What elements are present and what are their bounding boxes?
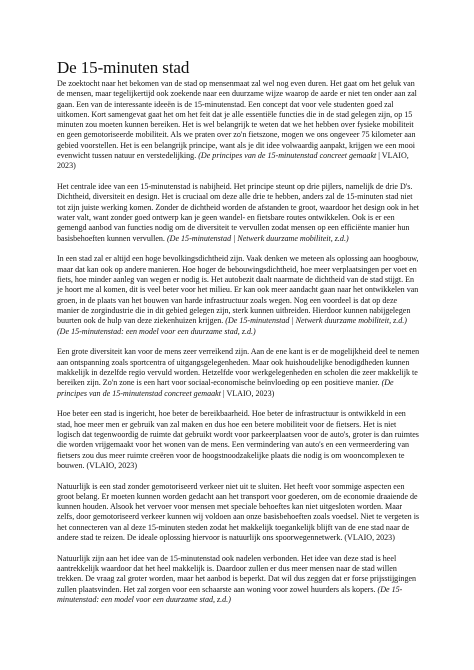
document-page xyxy=(57,58,421,616)
paragraph-text: Hoe beter een stad is ingericht, hoe beter de bereikbaarheid. Hoe beter de infrastructuur is ontwikkeld in een stad, hoe meer men er gebruik van zal maken en dus hoe een betere mobiliteit voor de fietsers. Het is niet logisch dat tegenwoordig de ruimte dat gebruikt wordt voor parkeerplaatsen voor de auto's, groter is dan ruimtes die worden vrijgemaakt voor het wonen van de mens. Een vermindering van auto's en een vermeerdering van fietsers zou dus meer ruimte creëren voor de hoogstnoodzakelijke plaats die nodig is om wooncomplexen te bouwen. xyxy=(57,409,419,470)
paragraph-text: Natuurlijk zijn aan het idee van de 15-minutenstad ook nadelen verbonden. Het idee van deze stad is heel aantrekkelijk waardoor dat het heel makkelijk is. Daardoor zullen er dus meer mensen naar de stad willen trekken. De vraag zal groter worden, maar het aanbod is beperkt. Dat wil dus zeggen dat er forse prijsstijgingen zullen plaatsvinden. Het zal zorgen voor een schaarste aan woning voor zowel huurders als kopers. xyxy=(57,553,417,594)
paragraph-dichtheid xyxy=(57,254,421,336)
paragraph-text: De zoektocht naar het bekomen van de stad op mensenmaat zal wel nog even duren. Het gaat om het geluk van de mensen, maar tegelijkertijd ook zoekende naar een duurzame wijze waarop de aarde er niet ten onder aan zal gaan. Een van de interessante ideeën is de 15-minutenstad. Een concept dat voor vele studenten goed zal uitkomen. Kort samengevat gaat het om het feit dat je alle essentiële functies die in de stad gelegen zijn, op 15 minuten zou moeten kunnen bereiken. Het is wel belangrijk te weten dat we het hebben over fysieke mobiliteit en geen gemotoriseerde mobiliteit. Als we praten over zo'n fietszone, mogen we ons ongeveer 75 kilometer aan gebied voorstellen. Het is een belangrijk principe, want als je dit idee volwaardig aanpakt, krijgen we een mooi evenwicht tussen natuur en verstedelijking. xyxy=(57,79,417,161)
paragraph-nabijheid xyxy=(57,182,421,244)
paragraph-text: Natuurlijk is een stad zonder gemotoriseerd verkeer niet uit te sluiten. Het heeft voor sommige aspecten een groot belang. Er moeten kunnen worden gedacht aan het transport voor goederen, om de economie draaiende de kunnen houden. Alsook het vervoer voor mensen met speciale behoeftes kan niet uitgesloten worden. Maar zelfs, door gemotoriseerd verkeer kunnen wij voldoen aan onze basisbehoeften zoals voedsel. Niet te vergeten is het connecteren van al deze 15-minuten steden zodat het makkelijk toegankelijk blijft van de ene stad naar de andere stad te reizen. De ideale oplossing hiervoor is natuurlijk ons spoorwegennetwerk. xyxy=(57,481,420,543)
paragraph-diversiteit xyxy=(57,347,421,398)
citation: (De principes van de 15-minutenstad concreet gemaakt xyxy=(198,151,377,161)
paragraph-text: Een grote diversiteit kan voor de mens zeer verreikend zijn. Aan de ene kant is er de mogelijkheid deel te nemen aan ontspanning zoals sportcentra of uitgangsgelegenheden. Maar ook huishoudelijke benodigdheden kunnen makkelijk in dezelfde regio vervuld worden. Hetzelfde voor werkgelegenheden en scholen die zeer makkelijk te bereiken zijn. Zo'n zone is een hart voor sociaal-economische beïnvloeding op een positieve manier. xyxy=(57,347,420,388)
paragraph-intro xyxy=(57,79,421,172)
paragraph-text: In een stad zal er altijd een hoge bevolkingsdichtheid zijn. Vaak denken we meteen als oplossing aan hoogbouw, maar dat kan ook op andere manieren. Hoe hoger de bebouwingsdichtheid, hoe meer verplaatsingen per voet en fiets, hoe minder aanleg van wegen er nodig is. Het autobezit daalt naarmate de dichtheid van de stad stijgt. En je hoort me al komen, dit is veel beter voor het milieu. Er kan ook meer aandacht gaan naar het ontwikkelen van groen, in de plaats van het bouwen van harde infrastructuur zoals wegen. Nog een voordeel is dat op deze manier de zorgindustrie die in dit gebied gelegen zijn, sterk kunnen uitbreiden. Hierdoor kunnen nabijgelegen buurten ook de hulp van deze ziekenhuizen krijgen. xyxy=(57,254,419,326)
paragraph-bereikbaarheid xyxy=(57,409,421,471)
citation-tail: (VLAIO, 2023) xyxy=(344,533,395,543)
citation-tail: (VLAIO, 2023) xyxy=(86,460,138,470)
citation: (De 15-minutenstad | Netwerk duurzame mobiliteit, z.d.) (De 15-minutenstad: een model voor een duurzame stad, z.d.) xyxy=(57,316,407,336)
paragraph-text: Het centrale idee van een 15-minutenstad is nabijheid. Het principe steunt op drie pijlers, namelijk de drie D's. Dichtheid, diversiteit en design. Het is cruciaal om deze alle drie te hebben, anders zal de 15-minuten stad niet tot zijn juiste werking komen. Zonder de dichtheid worden de afstanden te groot, waardoor het design ook in het water valt, want zonder goed ontwerp kan je geen wandel- en fietsbare routes ontwikkelen. Ook is er een gemengd aanbod van functies nodig om de diversiteit te vervullen zodat mensen op een efficiënte manier hun basisbehoeften kunnen vervullen. xyxy=(57,182,420,243)
citation: (De 15-minutenstad: een model voor een duurzame stad, z.d.) xyxy=(57,584,403,605)
citation-tail: | VLAIO, 2023) xyxy=(220,388,275,398)
paragraph-nadelen xyxy=(57,554,421,605)
citation-tail: | VLAIO, 2023) xyxy=(57,151,409,171)
page-title: De 15-minuten stad xyxy=(57,58,190,77)
citation: (De principes van de 15-minutenstad concreet gemaakt xyxy=(57,378,394,398)
citation: (De 15-minutenstad | Netwerk duurzame mobiliteit, z.d.) xyxy=(166,233,349,243)
paragraph-gemotoriseerd-verkeer xyxy=(57,482,421,544)
